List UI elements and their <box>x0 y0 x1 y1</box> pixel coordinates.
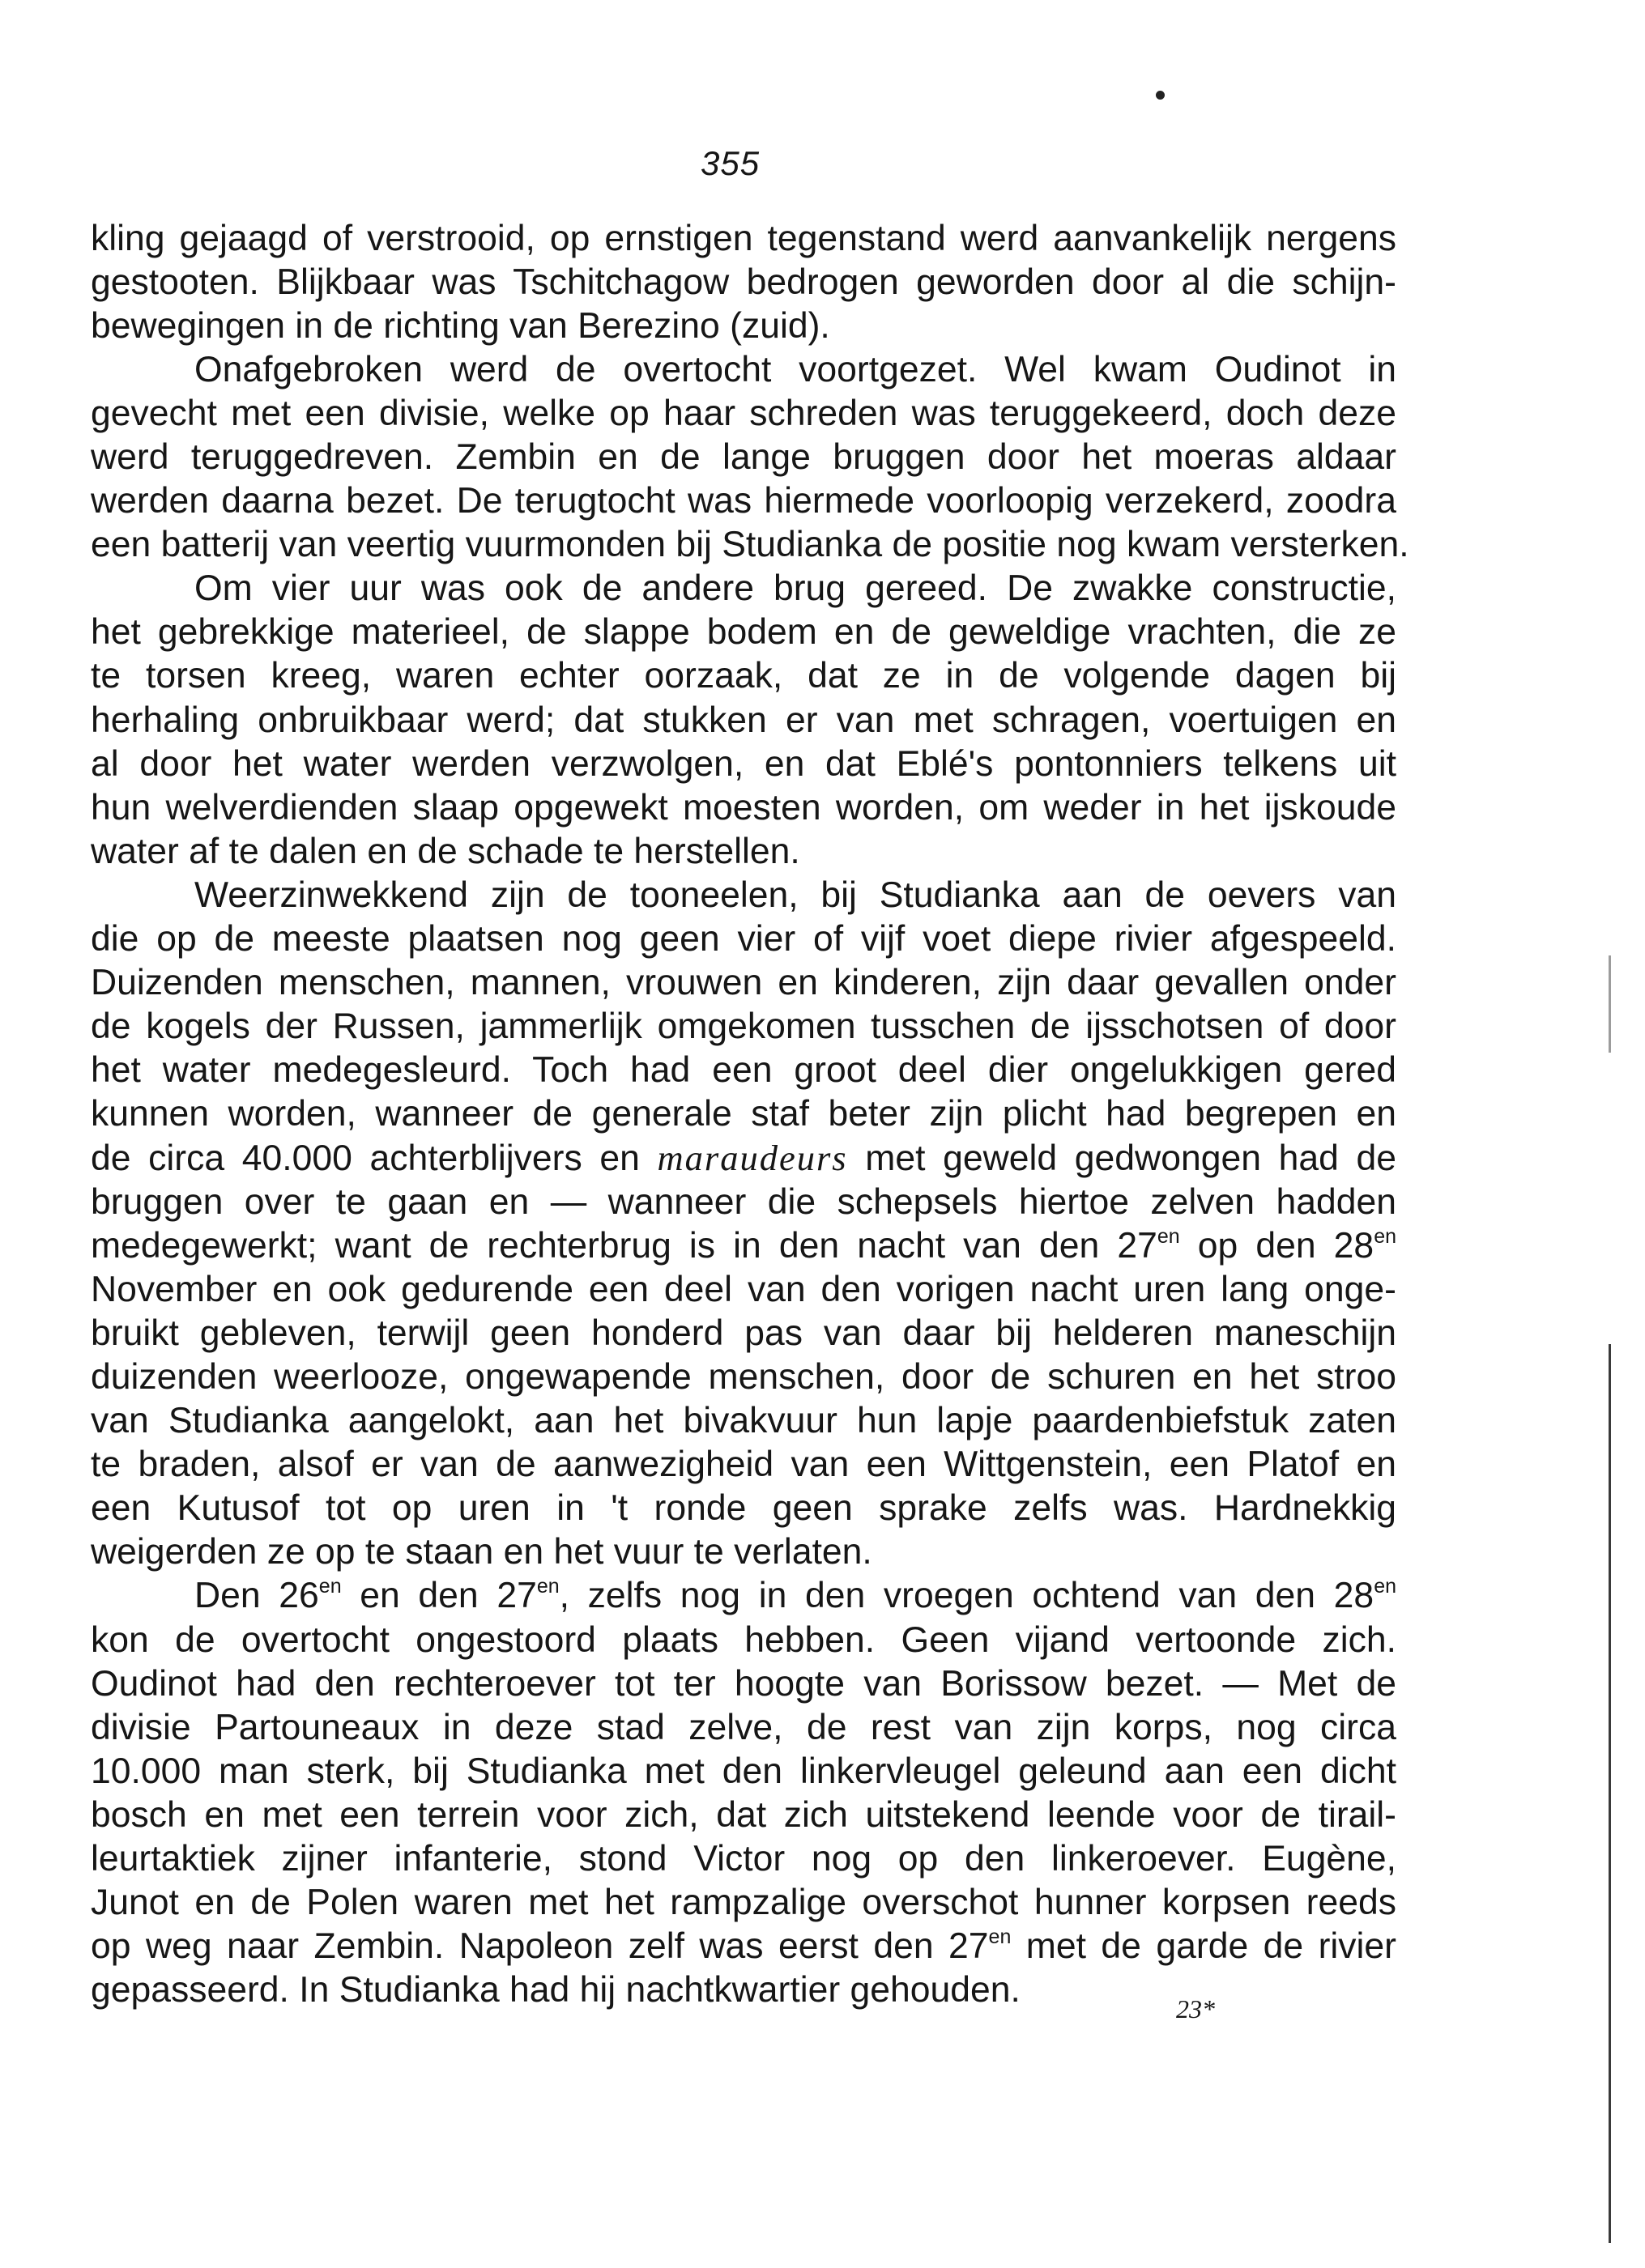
superscript: en <box>1157 1225 1180 1249</box>
text-line <box>91 1750 1396 1794</box>
text-line <box>91 261 1396 304</box>
ink-speck <box>1156 91 1165 100</box>
text-line <box>91 348 1396 392</box>
text-line <box>91 1794 1396 1837</box>
text-line <box>91 217 1396 261</box>
text-line <box>91 830 1396 874</box>
superscript: een Kutusof tot op uren in 't ronde geen sprake zelfs was. Hardnekkig <box>91 1488 1396 1529</box>
superscript: en <box>536 1575 560 1598</box>
superscript: November en ook gedurende een deel van den vorigen nacht uren lang onge- <box>91 1270 1396 1310</box>
superscript: bruggen over te gaan en — wanneer die schepsels hiertoe zelven hadden <box>91 1182 1396 1223</box>
superscript: 10.000 man sterk, bij Studianka met den linkervleugel geleund aan een dicht <box>91 1751 1396 1791</box>
superscript: en <box>988 1925 1012 1948</box>
page-number: 355 <box>701 144 761 182</box>
text-line <box>91 699 1396 743</box>
superscript: te braden, alsof er van de aanwezigheid van een Wittgenstein, een Platof en <box>91 1445 1396 1485</box>
superscript: Weerzinwekkend zijn de tooneelen, bij Studianka aan de oevers van <box>194 874 1396 915</box>
superscript: Onafgebroken werd de overtocht voortgezet. Wel kwam Oudinot in <box>194 350 1396 390</box>
superscript: water af te dalen en de schade te herstellen. <box>91 831 800 871</box>
superscript: het gebrekkige materieel, de slappe bodem en de geweldige vrachten, die ze <box>91 612 1396 653</box>
text-line <box>91 874 1396 917</box>
text-line <box>91 786 1396 830</box>
superscript: gevecht met een divisie, welke op haar schreden was teruggekeerd, doch deze <box>91 394 1396 434</box>
superscript: Oudinot had den rechteroever tot ter hoogte van Borissow bezet. — Met de <box>91 1663 1396 1704</box>
superscript: gestooten. Blijkbaar was Tschitchagow bedrogen geworden door al die schijn- <box>91 262 1396 303</box>
scan-edge-shadow <box>1609 955 1611 1053</box>
text-line <box>91 1837 1396 1881</box>
superscript: , zelfs nog in den vroegen ochtend van den 28 <box>559 1576 1374 1616</box>
superscript: Junot en de Polen waren met het rampzalige overschot hunner korpsen reeds <box>91 1882 1396 1922</box>
superscript: Om vier uur was ook de andere brug gereed. De zwakke constructie, <box>194 568 1396 609</box>
superscript: kon de overtocht ongestoord plaats hebben. Geen vijand vertoonde zich. <box>91 1619 1396 1660</box>
superscript: herhaling onbruikbaar werd; dat stukken er van met schragen, voertuigen en <box>91 700 1396 740</box>
superscript: het water medegesleurd. Toch had een groot deel dier ongelukkigen gered <box>91 1049 1396 1090</box>
superscript: een batterij van veertig vuurmonden bij Studianka de positie nog kwam versterken. <box>91 525 1409 565</box>
superscript: met de garde de rivier <box>1011 1925 1396 1966</box>
text-line <box>91 479 1396 523</box>
italic-word: maraudeurs <box>657 1137 848 1178</box>
superscript: hun welverdienden slaap opgewekt moesten worden, om weder in het ijskoude <box>91 787 1396 828</box>
text-line <box>91 1136 1396 1181</box>
text-line <box>91 1574 1396 1618</box>
scan-edge-shadow <box>1609 1344 1611 2243</box>
superscript: die op de meeste plaatsen nog geen vier of vijf voet diepe rivier afgespeeld. <box>91 918 1396 959</box>
text-line <box>91 1181 1396 1224</box>
superscript: gepasseerd. In Studianka had hij nachtkwartier gehouden. <box>91 1969 1021 2010</box>
superscript: divisie Partouneaux in deze stad zelve, de rest van zijn korps, nog circa <box>91 1707 1396 1747</box>
text-line <box>91 1662 1396 1706</box>
text-line <box>91 392 1396 436</box>
text-line <box>91 1092 1396 1136</box>
superscript: werden daarna bezet. De terugtocht was hiermede voorloopig verzekerd, zoodra <box>91 481 1396 521</box>
superscript: kling gejaagd of verstrooid, op ernstigen tegenstand werd aanvankelijk nergens <box>91 219 1396 258</box>
text-line <box>91 1005 1396 1049</box>
text-line <box>91 743 1396 786</box>
superscript: op den 28 <box>1179 1226 1374 1266</box>
text-line <box>91 1355 1396 1399</box>
superscript: leurtaktiek zijner infanterie, stond Victor nog op den linkeroever. Eugène, <box>91 1838 1396 1879</box>
text-line <box>91 1399 1396 1443</box>
text-line <box>91 1530 1396 1574</box>
text-line <box>91 1268 1396 1312</box>
text-line <box>91 917 1396 961</box>
superscript: en <box>1374 1225 1396 1249</box>
text-line <box>91 1706 1396 1750</box>
superscript: duizenden weerlooze, ongewapende menschen, door de schuren en het stroo <box>91 1357 1396 1398</box>
text-line <box>91 1224 1396 1268</box>
superscript: bewegingen in de richting van Berezino (zuid). <box>91 306 830 347</box>
text-line <box>91 304 1396 348</box>
superscript: kunnen worden, wanneer de generale staf beter zijn plicht had begrepen en <box>91 1093 1396 1134</box>
text-line <box>91 1619 1396 1662</box>
superscript: en <box>318 1575 342 1598</box>
superscript: de kogels der Russen, jammerlijk omgekomen tusschen de ijsschotsen of door <box>91 1006 1396 1046</box>
superscript: te torsen kreeg, waren echter oorzaak, dat ze in de volgende dagen bij <box>91 656 1396 696</box>
text-line <box>91 961 1396 1005</box>
superscript: Duizenden menschen, mannen, vrouwen en kinderen, zijn daar gevallen onder <box>91 962 1396 1002</box>
superscript: met geweld gedwongen had de <box>847 1138 1397 1178</box>
superscript: de circa 40.000 achterblijvers en <box>91 1138 658 1178</box>
text-line <box>91 1881 1396 1925</box>
superscript: bruikt gebleven, terwijl geen honderd pas van daar bij helderen maneschijn <box>91 1313 1396 1354</box>
superscript: Den 26 <box>194 1576 319 1616</box>
superscript: al door het water werden verzwolgen, en dat Eblé's pontonniers telkens uit <box>91 743 1396 784</box>
superscript: weigerden ze op te staan en het vuur te verlaten. <box>91 1532 872 1572</box>
text-line <box>91 1443 1396 1487</box>
text-line <box>91 611 1396 654</box>
superscript: medegewerkt; want de rechterbrug is in den nacht van den 27 <box>91 1226 1157 1266</box>
text-line <box>91 1487 1396 1530</box>
text-line <box>91 1312 1396 1355</box>
superscript: bosch en met een terrein voor zich, dat zich uitstekend leende voor de tirail- <box>91 1794 1396 1835</box>
signature-mark: 23* <box>1176 1994 1215 2023</box>
superscript: op weg naar Zembin. Napoleon zelf was eerst den 27 <box>91 1925 989 1966</box>
text-line <box>91 436 1396 479</box>
text-line <box>91 1925 1396 1968</box>
text-line <box>91 654 1396 698</box>
superscript: en <box>1374 1575 1396 1598</box>
superscript: van Studianka aangelokt, aan het bivakvuur hun lapje paardenbiefstuk zaten <box>91 1401 1396 1441</box>
superscript: werd teruggedreven. Zembin en de lange bruggen door het moeras aldaar <box>91 437 1396 478</box>
text-line <box>91 523 1409 567</box>
text-line <box>91 567 1396 611</box>
superscript: en den 27 <box>341 1576 537 1616</box>
text-line <box>91 1049 1396 1092</box>
body-text <box>91 217 1409 2012</box>
